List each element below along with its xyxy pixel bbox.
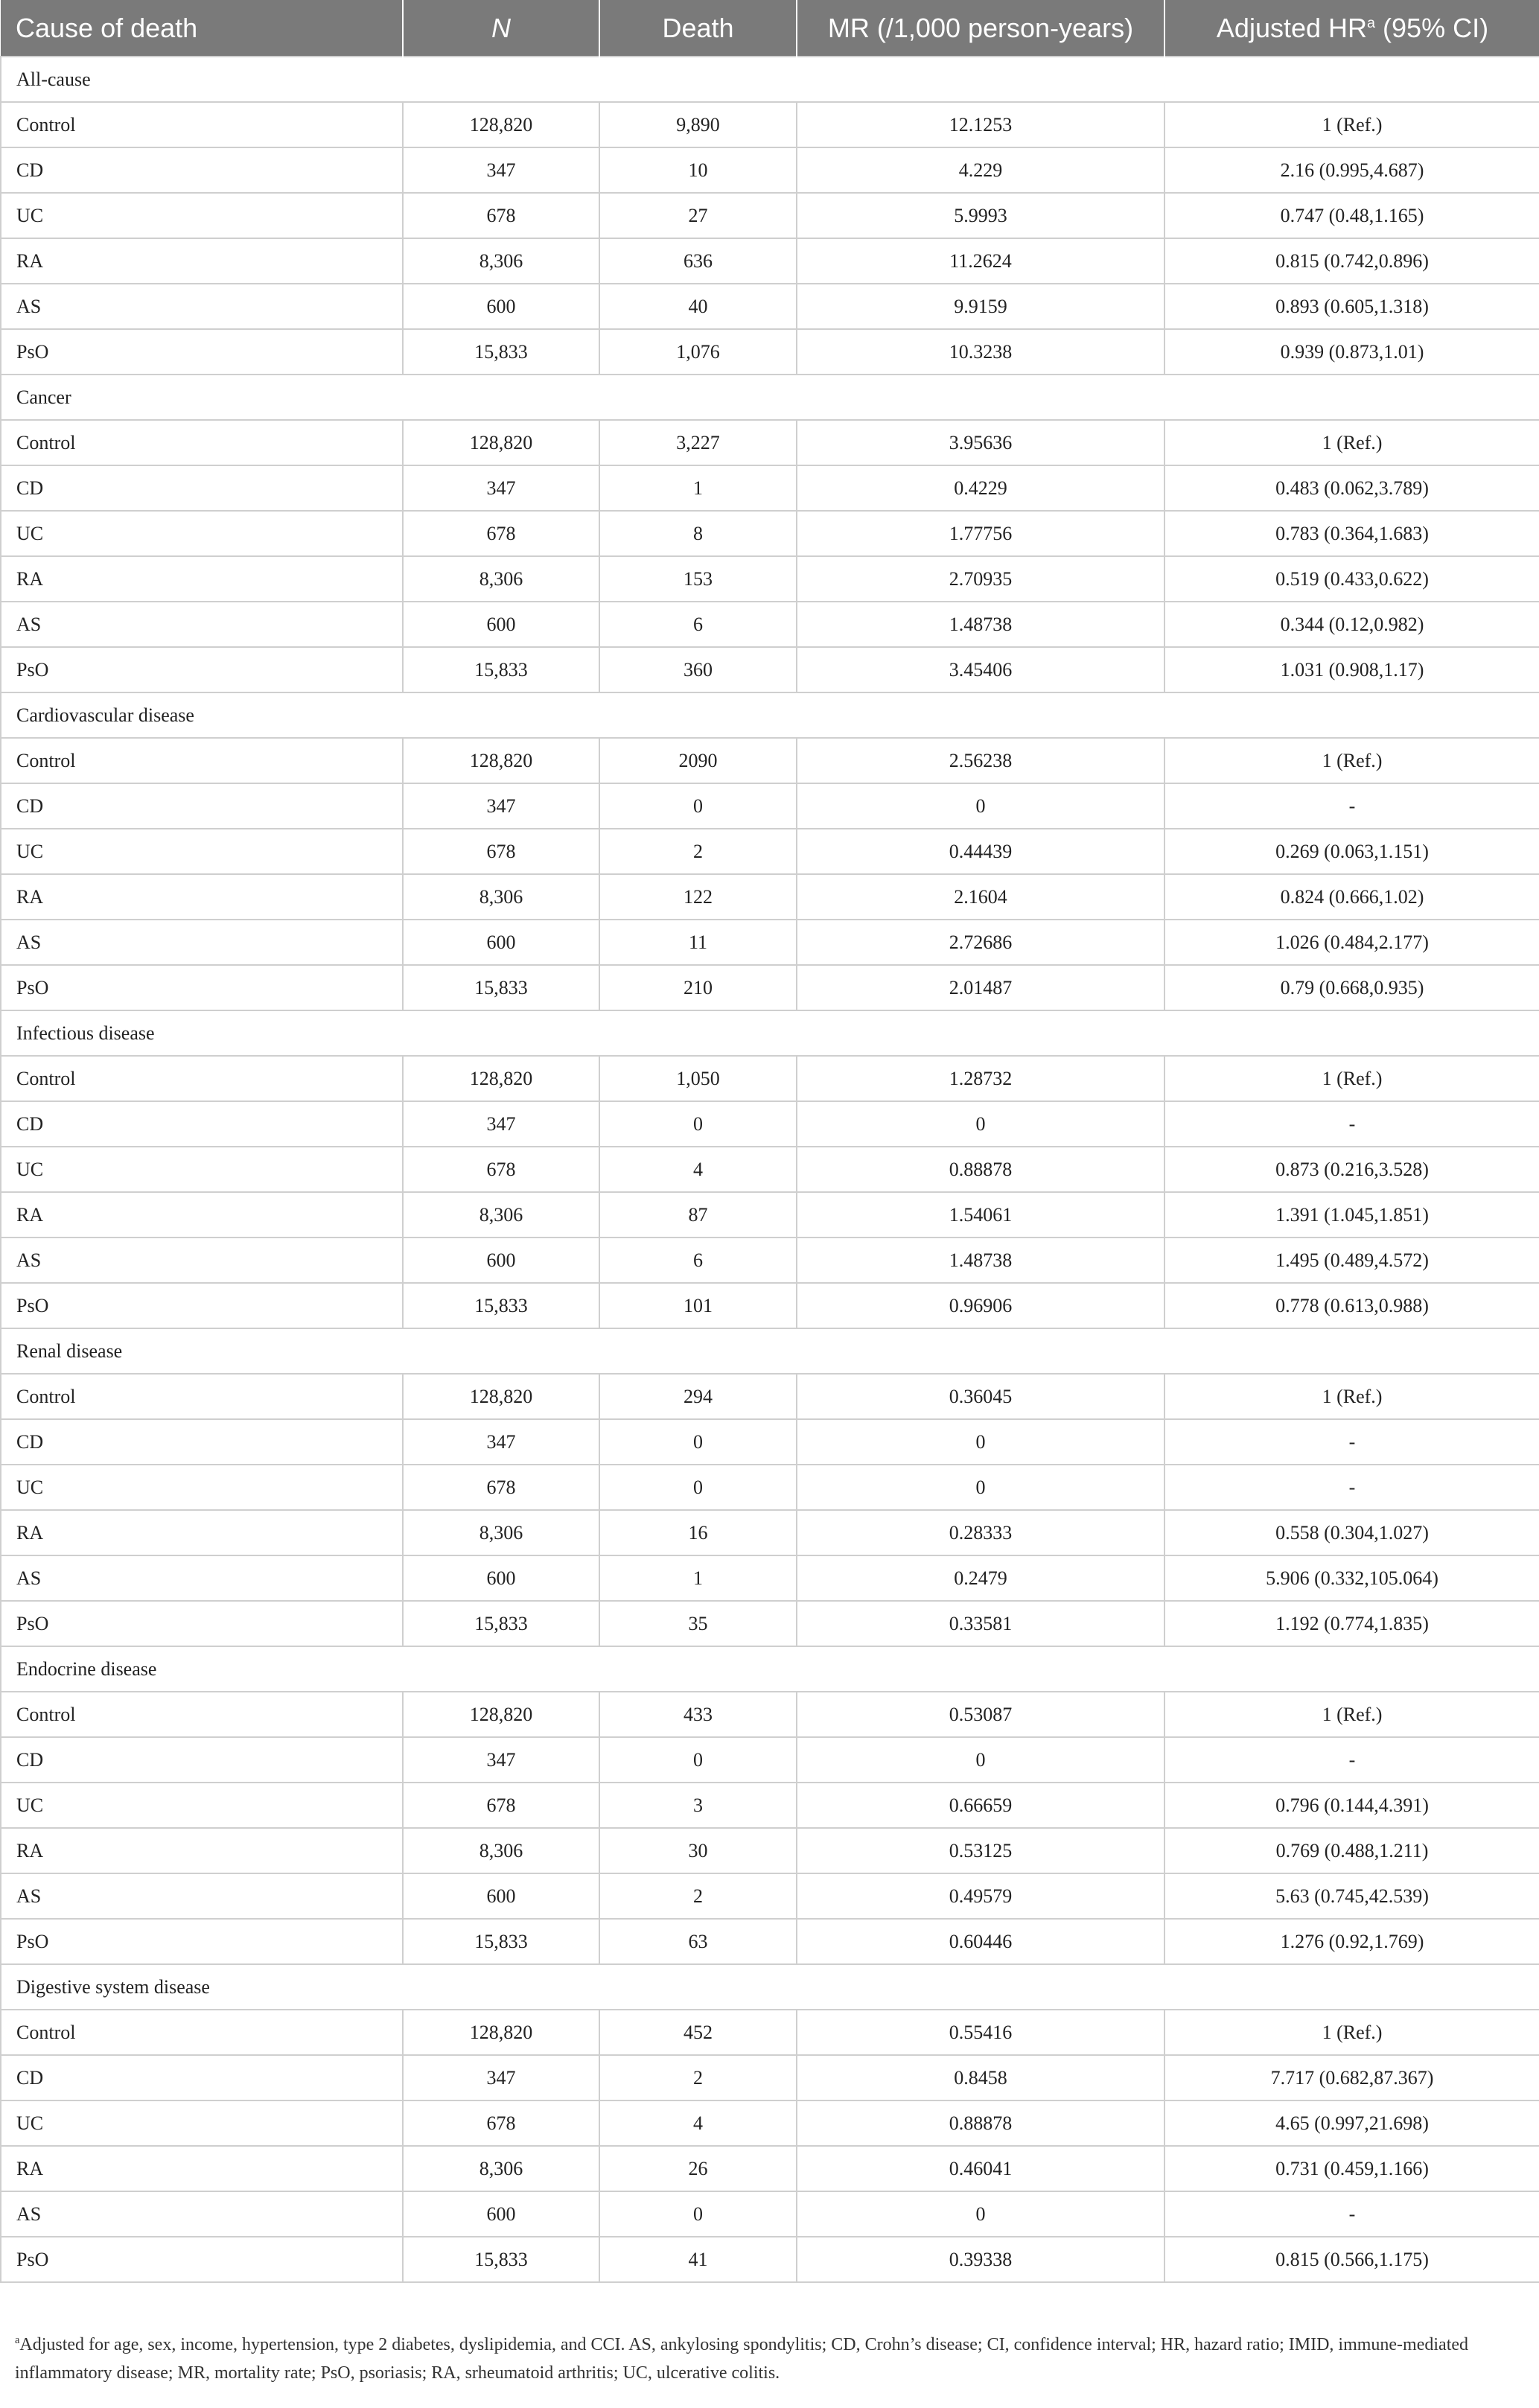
cell-group: AS — [1, 920, 403, 965]
cell-n: 8,306 — [403, 1510, 599, 1555]
cell-adjusted-hr: 0.731 (0.459,1.166) — [1164, 2146, 1539, 2191]
cell-adjusted-hr: 0.824 (0.666,1.02) — [1164, 874, 1539, 920]
header-mr: MR (/1,000 person-years) — [797, 0, 1164, 57]
cell-death: 63 — [599, 1919, 797, 1964]
header-n: N — [403, 0, 599, 57]
cell-death: 40 — [599, 284, 797, 329]
cell-group: RA — [1, 238, 403, 284]
cell-mr: 10.3238 — [797, 329, 1164, 375]
cell-mr: 0.53125 — [797, 1828, 1164, 1873]
table-row — [1, 738, 1539, 783]
table-row — [1, 920, 1539, 965]
table-body — [1, 57, 1539, 2282]
cell-death: 2 — [599, 1873, 797, 1919]
cell-n: 600 — [403, 602, 599, 647]
cell-adjusted-hr: 0.873 (0.216,3.528) — [1164, 1147, 1539, 1192]
cell-mr: 2.70935 — [797, 556, 1164, 602]
cell-group: AS — [1, 1555, 403, 1601]
cell-adjusted-hr: - — [1164, 1465, 1539, 1510]
table-row — [1, 829, 1539, 874]
cell-adjusted-hr: 1 (Ref.) — [1164, 1056, 1539, 1101]
cell-mr: 0.4229 — [797, 465, 1164, 511]
cell-death: 3,227 — [599, 420, 797, 465]
cell-mr: 0.88878 — [797, 1147, 1164, 1192]
cell-adjusted-hr: 2.16 (0.995,4.687) — [1164, 147, 1539, 193]
cell-n: 678 — [403, 1783, 599, 1828]
cell-adjusted-hr: 1.031 (0.908,1.17) — [1164, 647, 1539, 692]
cell-mr: 0.88878 — [797, 2100, 1164, 2146]
header-hr — [1164, 0, 1539, 57]
cell-n: 15,833 — [403, 329, 599, 375]
section-header-row — [1, 692, 1539, 738]
cell-adjusted-hr: 1.192 (0.774,1.835) — [1164, 1601, 1539, 1646]
cell-n: 678 — [403, 1147, 599, 1192]
section-title: Cardiovascular disease — [1, 692, 1539, 738]
table-row — [1, 1374, 1539, 1419]
cell-mr: 0 — [797, 1101, 1164, 1147]
cell-death: 360 — [599, 647, 797, 692]
cell-mr: 0.49579 — [797, 1873, 1164, 1919]
cell-mr: 0.33581 — [797, 1601, 1164, 1646]
section-header-row — [1, 1646, 1539, 1692]
cell-group: Control — [1, 2010, 403, 2055]
cell-death: 1 — [599, 1555, 797, 1601]
cell-mr: 0.44439 — [797, 829, 1164, 874]
cell-n: 15,833 — [403, 2237, 599, 2282]
table-row — [1, 1283, 1539, 1328]
cell-mr: 1.77756 — [797, 511, 1164, 556]
cell-mr: 0.39338 — [797, 2237, 1164, 2282]
cell-n: 8,306 — [403, 1192, 599, 1238]
cell-group: CD — [1, 147, 403, 193]
cell-death: 4 — [599, 1147, 797, 1192]
table-row — [1, 284, 1539, 329]
cell-death: 2090 — [599, 738, 797, 783]
cell-mr: 11.2624 — [797, 238, 1164, 284]
cell-n: 128,820 — [403, 738, 599, 783]
cell-n: 15,833 — [403, 1283, 599, 1328]
cell-mr: 5.9993 — [797, 193, 1164, 238]
cell-adjusted-hr: 1 (Ref.) — [1164, 1692, 1539, 1737]
cell-group: Control — [1, 1692, 403, 1737]
section-header-row — [1, 375, 1539, 420]
cell-n: 15,833 — [403, 647, 599, 692]
cell-n: 8,306 — [403, 1828, 599, 1873]
header-hr-footnote-marker: a — [1367, 14, 1376, 31]
cell-adjusted-hr: 1 (Ref.) — [1164, 1374, 1539, 1419]
cell-group: UC — [1, 193, 403, 238]
cell-n: 600 — [403, 1873, 599, 1919]
cell-group: PsO — [1, 647, 403, 692]
cell-group: Control — [1, 738, 403, 783]
table-row — [1, 1510, 1539, 1555]
cell-mr: 0 — [797, 783, 1164, 829]
cell-n: 128,820 — [403, 420, 599, 465]
cell-death: 6 — [599, 602, 797, 647]
cell-adjusted-hr: 0.893 (0.605,1.318) — [1164, 284, 1539, 329]
cell-death: 3 — [599, 1783, 797, 1828]
cell-group: RA — [1, 1192, 403, 1238]
cell-group: AS — [1, 284, 403, 329]
cell-mr: 0 — [797, 2191, 1164, 2237]
cell-n: 600 — [403, 1555, 599, 1601]
cell-n: 678 — [403, 2100, 599, 2146]
cell-death: 16 — [599, 1510, 797, 1555]
cell-adjusted-hr: - — [1164, 1101, 1539, 1147]
cell-mr: 0.46041 — [797, 2146, 1164, 2191]
cell-n: 128,820 — [403, 1056, 599, 1101]
cell-mr: 9.9159 — [797, 284, 1164, 329]
header-hr-prefix: Adjusted HR — [1216, 12, 1368, 43]
cell-n: 8,306 — [403, 556, 599, 602]
cell-adjusted-hr: - — [1164, 2191, 1539, 2237]
table-row — [1, 1465, 1539, 1510]
cell-death: 1,050 — [599, 1056, 797, 1101]
table-row — [1, 465, 1539, 511]
cell-n: 8,306 — [403, 238, 599, 284]
table-row — [1, 1737, 1539, 1783]
cell-n: 15,833 — [403, 965, 599, 1010]
table-row — [1, 2055, 1539, 2100]
cell-n: 600 — [403, 284, 599, 329]
cell-death: 1 — [599, 465, 797, 511]
cell-adjusted-hr: 0.815 (0.742,0.896) — [1164, 238, 1539, 284]
cell-adjusted-hr: 0.769 (0.488,1.211) — [1164, 1828, 1539, 1873]
cell-mr: 2.56238 — [797, 738, 1164, 783]
table-row — [1, 147, 1539, 193]
table-row — [1, 602, 1539, 647]
cell-death: 26 — [599, 2146, 797, 2191]
table-row — [1, 2191, 1539, 2237]
cell-mr: 2.72686 — [797, 920, 1164, 965]
header-cause: Cause of death — [1, 0, 403, 57]
cell-group: UC — [1, 1147, 403, 1192]
cell-mr: 0.53087 — [797, 1692, 1164, 1737]
cell-adjusted-hr: 0.783 (0.364,1.683) — [1164, 511, 1539, 556]
cell-mr: 2.01487 — [797, 965, 1164, 1010]
cell-mr: 0 — [797, 1737, 1164, 1783]
cell-group: PsO — [1, 329, 403, 375]
table-row — [1, 965, 1539, 1010]
table-row — [1, 874, 1539, 920]
cell-adjusted-hr: 0.483 (0.062,3.789) — [1164, 465, 1539, 511]
cell-group: CD — [1, 1419, 403, 1465]
cell-group: RA — [1, 1828, 403, 1873]
table-row — [1, 1238, 1539, 1283]
table-row — [1, 193, 1539, 238]
table-row — [1, 1419, 1539, 1465]
cell-mr: 2.1604 — [797, 874, 1164, 920]
cell-mr: 0.66659 — [797, 1783, 1164, 1828]
cell-death: 87 — [599, 1192, 797, 1238]
cell-n: 128,820 — [403, 102, 599, 147]
cell-group: AS — [1, 1238, 403, 1283]
section-header-row — [1, 1964, 1539, 2010]
table-row — [1, 783, 1539, 829]
cell-death: 8 — [599, 511, 797, 556]
cell-mr: 0 — [797, 1419, 1164, 1465]
cell-group: AS — [1, 602, 403, 647]
cell-adjusted-hr: - — [1164, 1419, 1539, 1465]
cell-n: 678 — [403, 511, 599, 556]
cell-death: 27 — [599, 193, 797, 238]
header-hr-suffix: (95% CI) — [1375, 12, 1489, 43]
cell-group: Control — [1, 1056, 403, 1101]
cell-adjusted-hr: 1.276 (0.92,1.769) — [1164, 1919, 1539, 1964]
cell-adjusted-hr: 0.939 (0.873,1.01) — [1164, 329, 1539, 375]
cell-group: CD — [1, 1737, 403, 1783]
table-row — [1, 102, 1539, 147]
cell-n: 128,820 — [403, 1692, 599, 1737]
table-row — [1, 238, 1539, 284]
cell-group: RA — [1, 556, 403, 602]
cell-adjusted-hr: 7.717 (0.682,87.367) — [1164, 2055, 1539, 2100]
cell-group: CD — [1, 1101, 403, 1147]
section-header-row — [1, 1010, 1539, 1056]
cell-mr: 0.2479 — [797, 1555, 1164, 1601]
table-row — [1, 1783, 1539, 1828]
cell-adjusted-hr: - — [1164, 1737, 1539, 1783]
cell-group: PsO — [1, 2237, 403, 2282]
cell-adjusted-hr: 0.519 (0.433,0.622) — [1164, 556, 1539, 602]
cell-group: Control — [1, 1374, 403, 1419]
table-row — [1, 1192, 1539, 1238]
cell-death: 0 — [599, 1465, 797, 1510]
cell-n: 347 — [403, 1419, 599, 1465]
cell-group: UC — [1, 511, 403, 556]
cell-death: 294 — [599, 1374, 797, 1419]
cell-n: 15,833 — [403, 1919, 599, 1964]
cell-adjusted-hr: 0.558 (0.304,1.027) — [1164, 1510, 1539, 1555]
cell-n: 128,820 — [403, 2010, 599, 2055]
cell-mr: 0.28333 — [797, 1510, 1164, 1555]
cell-death: 433 — [599, 1692, 797, 1737]
cell-death: 35 — [599, 1601, 797, 1646]
table-row — [1, 1919, 1539, 1964]
cell-death: 6 — [599, 1238, 797, 1283]
cell-n: 678 — [403, 829, 599, 874]
table-row — [1, 420, 1539, 465]
table-row — [1, 2010, 1539, 2055]
cell-death: 0 — [599, 2191, 797, 2237]
cell-group: CD — [1, 783, 403, 829]
cell-death: 0 — [599, 1737, 797, 1783]
cell-mr: 3.95636 — [797, 420, 1164, 465]
cell-death: 2 — [599, 2055, 797, 2100]
cell-group: CD — [1, 465, 403, 511]
cell-mr: 1.54061 — [797, 1192, 1164, 1238]
cell-death: 636 — [599, 238, 797, 284]
cell-death: 1,076 — [599, 329, 797, 375]
cell-death: 10 — [599, 147, 797, 193]
cell-group: PsO — [1, 1283, 403, 1328]
cell-mr: 12.1253 — [797, 102, 1164, 147]
cell-adjusted-hr: 1 (Ref.) — [1164, 102, 1539, 147]
table-row — [1, 1056, 1539, 1101]
cell-n: 347 — [403, 783, 599, 829]
cell-death: 9,890 — [599, 102, 797, 147]
cell-group: PsO — [1, 1601, 403, 1646]
cell-n: 600 — [403, 2191, 599, 2237]
cell-death: 11 — [599, 920, 797, 965]
cell-n: 8,306 — [403, 2146, 599, 2191]
cell-n: 347 — [403, 147, 599, 193]
header-row — [1, 0, 1539, 57]
table-row — [1, 511, 1539, 556]
cell-group: UC — [1, 1465, 403, 1510]
cell-death: 41 — [599, 2237, 797, 2282]
section-header-row — [1, 57, 1539, 102]
cell-death: 122 — [599, 874, 797, 920]
cell-adjusted-hr: 0.79 (0.668,0.935) — [1164, 965, 1539, 1010]
cell-adjusted-hr: 1 (Ref.) — [1164, 420, 1539, 465]
table-row — [1, 556, 1539, 602]
cell-adjusted-hr: 0.269 (0.063,1.151) — [1164, 829, 1539, 874]
cell-group: Control — [1, 102, 403, 147]
cell-n: 128,820 — [403, 1374, 599, 1419]
section-title: Renal disease — [1, 1328, 1539, 1374]
cell-adjusted-hr: 0.344 (0.12,0.982) — [1164, 602, 1539, 647]
cell-mr: 0 — [797, 1465, 1164, 1510]
table-row — [1, 1692, 1539, 1737]
cell-group: Control — [1, 420, 403, 465]
cell-death: 0 — [599, 1419, 797, 1465]
cell-adjusted-hr: 5.63 (0.745,42.539) — [1164, 1873, 1539, 1919]
cell-n: 678 — [403, 1465, 599, 1510]
cell-adjusted-hr: 0.747 (0.48,1.165) — [1164, 193, 1539, 238]
cell-mr: 0.96906 — [797, 1283, 1164, 1328]
cell-group: UC — [1, 1783, 403, 1828]
cell-mr: 1.48738 — [797, 602, 1164, 647]
cell-adjusted-hr: 1 (Ref.) — [1164, 738, 1539, 783]
cell-mr: 0.8458 — [797, 2055, 1164, 2100]
cell-death: 4 — [599, 2100, 797, 2146]
cell-adjusted-hr: 1.391 (1.045,1.851) — [1164, 1192, 1539, 1238]
cell-death: 2 — [599, 829, 797, 874]
cell-n: 347 — [403, 2055, 599, 2100]
table-footnote — [15, 2331, 1526, 2387]
cell-mr: 0.36045 — [797, 1374, 1164, 1419]
cell-group: RA — [1, 874, 403, 920]
cell-group: RA — [1, 1510, 403, 1555]
table-row — [1, 1828, 1539, 1873]
cell-n: 347 — [403, 1101, 599, 1147]
table-row — [1, 2100, 1539, 2146]
cell-group: UC — [1, 2100, 403, 2146]
table-row — [1, 1101, 1539, 1147]
cell-mr: 0.55416 — [797, 2010, 1164, 2055]
cell-group: UC — [1, 829, 403, 874]
cell-n: 347 — [403, 1737, 599, 1783]
cell-death: 210 — [599, 965, 797, 1010]
section-header-row — [1, 1328, 1539, 1374]
cell-n: 678 — [403, 193, 599, 238]
cell-adjusted-hr: 1.026 (0.484,2.177) — [1164, 920, 1539, 965]
cell-group: AS — [1, 2191, 403, 2237]
cell-n: 600 — [403, 920, 599, 965]
cell-death: 101 — [599, 1283, 797, 1328]
table-row — [1, 1601, 1539, 1646]
table-row — [1, 647, 1539, 692]
footnote-text: Adjusted for age, sex, income, hypertension, type 2 diabetes, dyslipidemia, and CCI. AS, ankylosing spondylitis; CD, Crohn’s disease; CI, confidence interval; HR, hazard ratio; IMID, immune-mediated inflammatory disease; MR, mortality rate; PsO, psoriasis; RA, srheumatoid arthritis; UC, ulcerative colitis. — [15, 2335, 1469, 2383]
cell-adjusted-hr: 0.778 (0.613,0.988) — [1164, 1283, 1539, 1328]
cell-death: 0 — [599, 783, 797, 829]
cell-adjusted-hr: 4.65 (0.997,21.698) — [1164, 2100, 1539, 2146]
cell-n: 347 — [403, 465, 599, 511]
table-row — [1, 1555, 1539, 1601]
footnote-marker: a — [15, 2334, 20, 2346]
cell-adjusted-hr: 0.796 (0.144,4.391) — [1164, 1783, 1539, 1828]
cell-death: 30 — [599, 1828, 797, 1873]
table-row — [1, 329, 1539, 375]
cell-group: PsO — [1, 965, 403, 1010]
cell-adjusted-hr: 5.906 (0.332,105.064) — [1164, 1555, 1539, 1601]
cell-group: AS — [1, 1873, 403, 1919]
table-row — [1, 2237, 1539, 2282]
cell-n: 600 — [403, 1238, 599, 1283]
table-row — [1, 2146, 1539, 2191]
cell-death: 452 — [599, 2010, 797, 2055]
section-title: Digestive system disease — [1, 1964, 1539, 2010]
cell-adjusted-hr: - — [1164, 783, 1539, 829]
cell-adjusted-hr: 0.815 (0.566,1.175) — [1164, 2237, 1539, 2282]
table-header — [1, 0, 1539, 57]
cell-n: 8,306 — [403, 874, 599, 920]
cell-adjusted-hr: 1 (Ref.) — [1164, 2010, 1539, 2055]
table-row — [1, 1873, 1539, 1919]
cell-group: RA — [1, 2146, 403, 2191]
section-title: Endocrine disease — [1, 1646, 1539, 1692]
cell-n: 15,833 — [403, 1601, 599, 1646]
cell-mr: 3.45406 — [797, 647, 1164, 692]
section-title: All-cause — [1, 57, 1539, 102]
cell-death: 153 — [599, 556, 797, 602]
table-row — [1, 1147, 1539, 1192]
section-title: Infectious disease — [1, 1010, 1539, 1056]
header-death: Death — [599, 0, 797, 57]
cell-mr: 0.60446 — [797, 1919, 1164, 1964]
cell-mr: 4.229 — [797, 147, 1164, 193]
section-title: Cancer — [1, 375, 1539, 420]
cell-mr: 1.28732 — [797, 1056, 1164, 1101]
cell-adjusted-hr: 1.495 (0.489,4.572) — [1164, 1238, 1539, 1283]
cell-death: 0 — [599, 1101, 797, 1147]
cell-mr: 1.48738 — [797, 1238, 1164, 1283]
cell-group: PsO — [1, 1919, 403, 1964]
cell-group: CD — [1, 2055, 403, 2100]
